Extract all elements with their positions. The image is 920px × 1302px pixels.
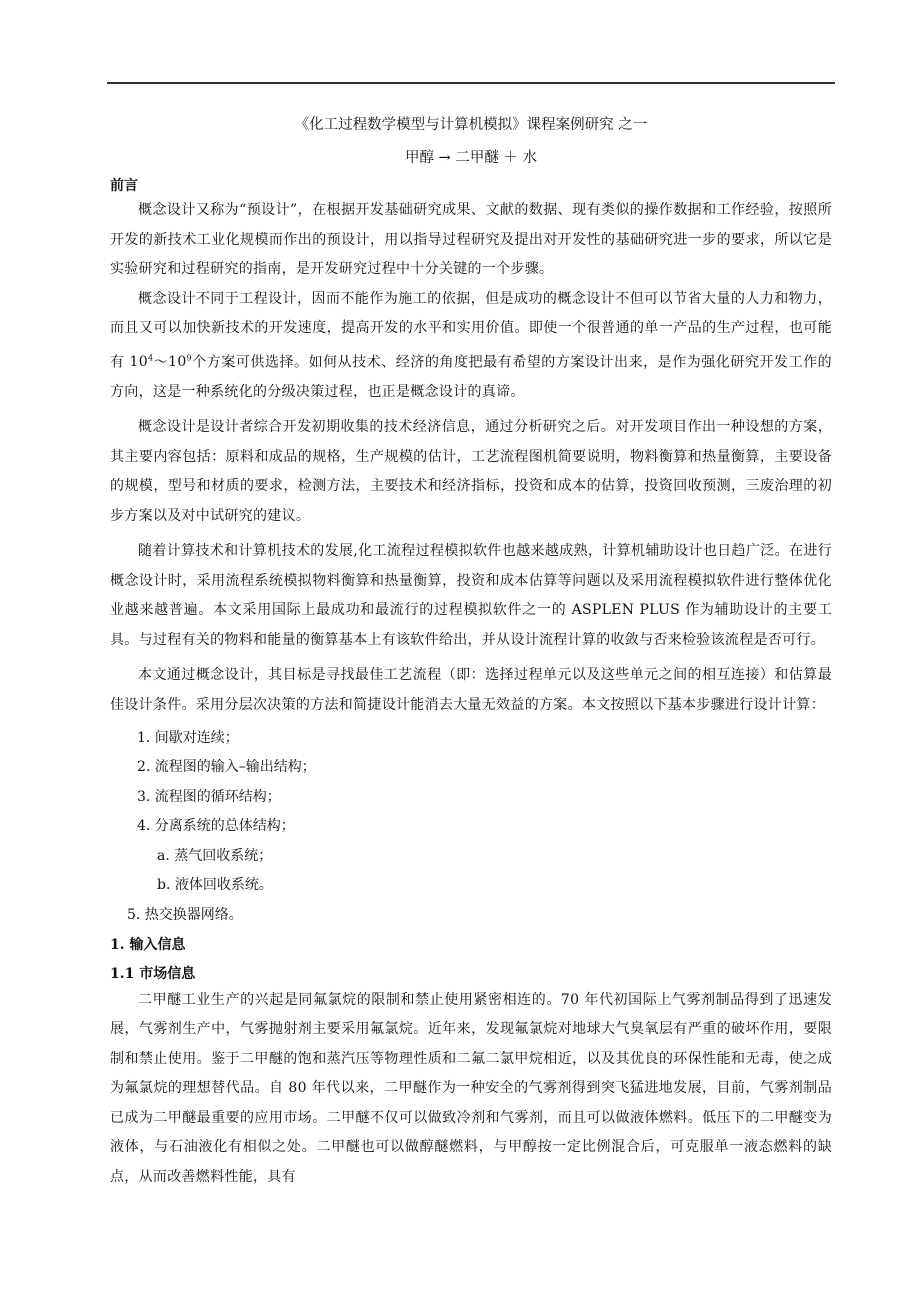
list-item: 4. 分离系统的总体结构； [137, 818, 295, 835]
paragraph-2-text: 概念设计不同于工程设计，因而不能作为施工的依据，但是成功的概念设计不但可以节省大量的人力和物力，而且又可以加快新技术的开发速度，提高开发的水平和实用价值。即使一个很普通的单一产品的生产过程，也可能有 [110, 290, 832, 371]
document-title: 《化工过程数学模型与计算机模拟》课程案例研究 之一 [294, 117, 648, 133]
document-page [110, 110, 832, 1192]
paragraph-1: 概念设计又称为“预设计”，在根据开发基础研究成果、文献的数据、现有类似的操作数据和工作经验，按照所开发的新技术工业化规模而作出的预设计，用以指导过程研究及提出对开发性的基础研究进一步的要求，所以它是实验研究和过程研究的指南，是开发研究过程中十分关键的一个步骤。 [110, 202, 832, 277]
market-paragraph: 二甲醚工业生产的兴起是同氟氯烷的限制和禁止使用紧密相连的。70 年代初国际上气雾剂制品得到了迅速发展，气雾剂生产中，气雾抛射剂主要采用氟氯烷。近年来，发现氟氯烷对地球大气臭氧层有严重的破坏作用，要限制和禁止使用。鉴于二甲醚的饱和蒸汽压等物理性质和二氟二氯甲烷相近，以及其优良的环保性能和无毒，使之成为氟氯烷的理想替代品。自 80 年代以来，二甲醚作为一种安全的气雾剂得到突飞猛进地发展，目前，气雾剂制品已成为二甲醚最重要的应用市场。二甲醚不仅可以做致冷剂和气雾剂，而且可以做液体燃料。低压下的二甲醚变为液体，与石油液化有相似之处。二甲醚也可以做醇醚燃料，与甲醇按一定比例混合后，可克服单一液态燃料的缺点，从而改善燃料性能，具有 [110, 991, 832, 1185]
list-item: 3. 流程图的循环结构； [137, 788, 281, 805]
section-1-1-heading: 1.1 市场信息 [110, 965, 196, 982]
paragraph-2-tail: 个方案可供选择。如何从技术、经济的角度把最有希望的方案设计出来，是作为强化研究开发工作的方向，这是一种系统化的分级决策过程，也正是概念设计的真谛。 [110, 354, 832, 400]
reaction-equation: 甲醇 → 二甲醚 ＋ 水 [404, 150, 538, 166]
list-item: a. 蒸气回收系统； [157, 847, 273, 864]
list-item: b. 液体回收系统。 [157, 877, 273, 894]
list-item: 2. 流程图的输入–输出结构； [137, 759, 316, 776]
paragraph-4: 随着计算技术和计算机技术的发展,化工流程过程模拟软件也越来越成熟，计算机辅助设计也日趋广泛。在进行概念设计时，采用流程系统模拟物料衡算和热量衡算，投资和成本估算等问题以及采用流程模拟软件进行整体优化业越来越普遍。本文采用国际上最成功和最流行的过程模拟软件之一的 ASPLEN PLUS 作为辅助设计的主要工具。与过程有关的物料和能量的衡算基本上有该软件给出，并从设计流程计算的收敛与否来检验该流程是否可行。 [110, 543, 832, 648]
list-item: 5. 热交换器网络。 [127, 906, 243, 923]
paragraph-2 [110, 285, 832, 408]
list-item: 1. 间歇对连续； [137, 729, 239, 746]
preface-heading: 前言 [110, 178, 138, 194]
design-steps-list [110, 728, 832, 925]
paragraph-3: 概念设计是设计者综合开发初期收集的技术经济信息，通过分析研究之后。对开发项目作出一种设想的方案，其主要内容包括：原料和成品的规格，生产规模的估计，工艺流程图机简要说明，物料衡算和热量衡算，主要设备的规模，型号和材质的要求，检测方法，主要技术和经济指标，投资和成本的估算，投资回收预测，三废治理的初步方案以及对中试研究的建议。 [110, 419, 832, 524]
paragraph-5: 本文通过概念设计，其目标是寻找最佳工艺流程（即：选择过程单元以及这些单元之间的相互连接）和估算最佳设计条件。采用分层次决策的方法和简捷设计能消去大量无效益的方案。本文按照以下基本步骤进行设计计算： [110, 667, 832, 713]
section-1-heading: 1. 输入信息 [110, 936, 186, 953]
range-separator: ～ [153, 354, 169, 371]
range-start: $10^4$ [129, 353, 154, 371]
header-rule [107, 82, 835, 84]
range-end: $10^9$ [168, 353, 192, 371]
